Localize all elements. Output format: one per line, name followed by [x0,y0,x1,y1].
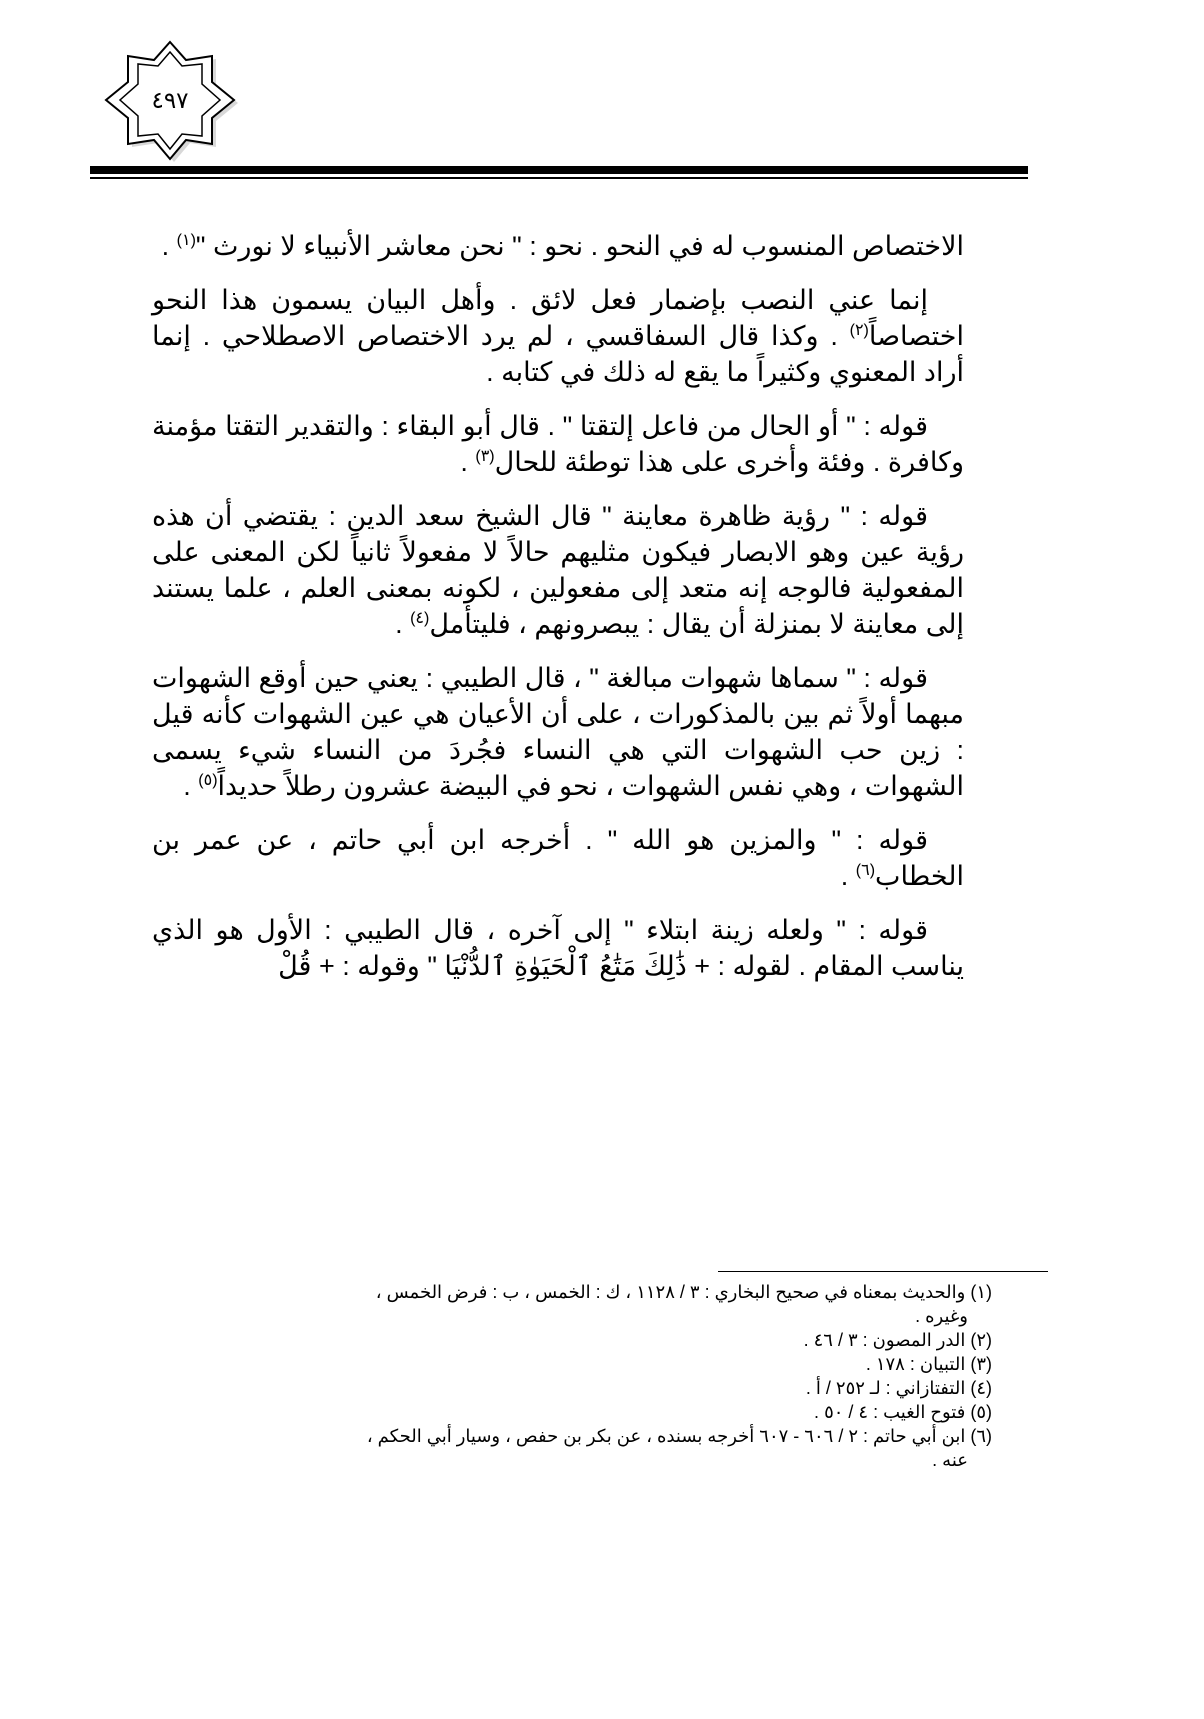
header-rule-thin [90,177,1028,179]
header-rule-thick [90,166,1028,174]
footnote-6-continuation: عنه . [932,1450,968,1470]
paragraph-text: قوله : " سماها شهوات مبالغة " ، قال الطيبي : يعني حين أوقع الشهوات مبهما أولاً ثم بين بالمذكورات ، على أن الأعيان هي عين الشهوات كأنه قيل : زين حب الشهوات التي هي النساء فجُردَ من النساء شيء يسمى الشهوات ، وهي نفس الشهوات ، نحو في البيضة عشرون رطلاً حديداً [152,663,964,801]
paragraph-text: قوله : " رؤية ظاهرة معاينة " قال الشيخ سعد الدين : يقتضي أن هذه رؤية عين وهو الابصار فيكون مثليهم حالاً لا مفعولاً ثانياً لكن المعنى على المفعولية فالوجه إنه متعد إلى مفعولين ، لكونه بمعنى العلم ، علما يستند إلى معاينة لا بمنزلة أن يقال : يبصرونهم ، فليتأمل [152,501,964,639]
footnote-3: (٣) التبيان : ١٧٨ . [865,1354,992,1374]
paragraph-tail: . [183,771,199,801]
footnote-ref: (٦) [855,862,876,879]
footnote-ref: (١) [176,232,196,249]
footnote-6: (٦) ابن أبي حاتم : ٢ / ٦٠٦ - ٦٠٧ أخرجه بسنده ، عن بكر بن حفص ، وسيار أبي الحكم ، [366,1426,992,1446]
page-number: ٤٩٧ [151,87,189,114]
paragraph-tail: . [840,861,856,891]
paragraph-4 [152,498,964,642]
footnote-ref: (٢) [849,322,869,339]
paragraph-1 [152,228,964,264]
paragraph-tail: . وكذا قال السفاقسي ، لم يرد الاختصاص الاصطلاحي . إنما أراد المعنوي وكثيراً ما يقع له ذلك في كتابه . [152,321,964,387]
footnote-1: (١) والحديث بمعناه في صحيح البخاري : ٣ / ١١٢٨ ، ك : الخمس ، ب : فرض الخمس ، [375,1282,992,1302]
paragraph-text: قوله : " أو الحال من فاعل إلتقتا " . قال أبو البقاء : والتقدير التقتا مؤمنة وكافرة . وفئة وأخرى على هذا توطئة للحال [152,411,964,477]
footnote-4: (٤) التفتازاني : لـ ٢٥٢ / أ . [805,1378,992,1398]
footnote-ref: (٥) [198,772,218,789]
paragraph-tail: . [395,609,411,639]
paragraph-text: إنما عني النصب بإضمار فعل لائق . وأهل البيان يسمون هذا النحو اختصاصاً [152,285,964,351]
paragraph-tail: . [161,231,177,261]
paragraph-text: قوله : " والمزين هو الله " . أخرجه ابن أبي حاتم ، عن عمر بن الخطاب [152,825,964,891]
footnote-2: (٢) الدر المصون : ٣ / ٤٦ . [803,1330,992,1350]
paragraph-text: قوله : " ولعله زينة ابتلاء " إلى آخره ، قال الطيبي : الأول هو الذي يناسب المقام . لقوله : + ذَٰلِكَ مَتَٰعُ ٱلْحَيَوٰةِ ٱلدُّنْيَا " وقوله : + قُلْ [152,915,964,981]
paragraph-5 [152,660,964,804]
footnote-5: (٥) فتوح الغيب : ٤ / ٥٠ . [814,1402,992,1422]
footnotes [152,1280,992,1472]
paragraph-text: الاختصاص المنسوب له في النحو . نحو : " نحن معاشر الأنبياء لا نورث " [195,231,964,261]
paragraph-7 [152,912,964,984]
page-number-badge [100,38,240,163]
main-text [152,228,964,1002]
footnote-ref: (٣) [475,448,495,465]
footnote-separator [718,1271,1048,1272]
footnote-1-continuation: وغيره . [915,1306,968,1326]
paragraph-3 [152,408,964,480]
paragraph-6 [152,822,964,894]
paragraph-tail: . [460,447,476,477]
paragraph-2 [152,282,964,390]
footnote-ref: (٤) [410,610,430,627]
